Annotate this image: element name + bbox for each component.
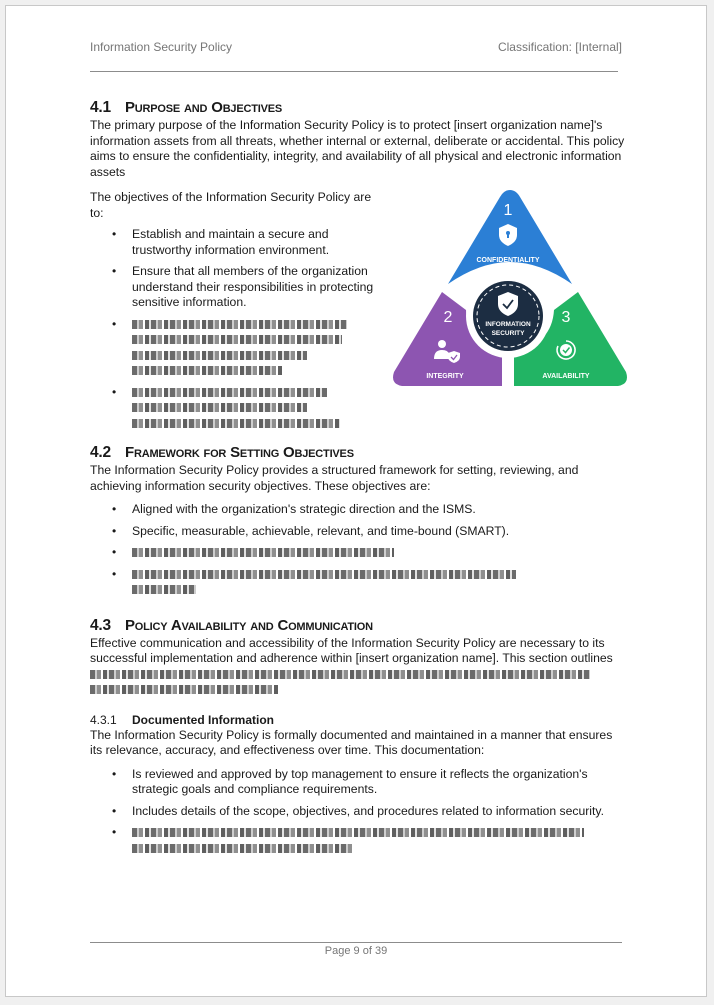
segment-label-2: INTEGRITY [426,373,464,380]
list-item: • Aligned with the organization's strategic direction and the ISMS. [112,502,476,516]
section-heading-4-2 [90,443,626,463]
cia-triad-diagram [390,184,630,399]
redacted-list-item [90,317,380,379]
bullet-icon: • [112,227,117,241]
objectives-list-column [90,190,380,431]
bullet-icon: • [112,766,117,781]
list-item: • Establish and maintain a secure and trustworthy information environment. [112,227,330,257]
document-page [5,5,707,997]
section-4-1-intro: The primary purpose of the Information Security Policy is to protect [insert organization name]'s information assets from all threats, whether internal or external, deliberate or accidental. This policy aims to ensure the confidentiality, integrity, and availability of all physical and electronic information assets [90,118,625,179]
bullet-icon: • [112,825,117,839]
subsection-title: Documented Information [132,712,275,727]
section-heading-4-3 [90,616,626,636]
segment-number-1: 1 [503,202,513,219]
redacted-text [132,570,516,579]
bullet-icon: • [112,264,117,278]
redacted-text [132,548,394,557]
segment-label-3: AVAILABILITY [542,373,590,380]
redacted-text [132,335,342,344]
redacted-text [132,844,354,853]
segment-label-1: CONFIDENTIALITY [476,257,540,264]
page-number: Page 9 of 39 [324,945,388,957]
bullet-icon: • [112,523,117,538]
segment-number-3: 3 [561,309,571,326]
redacted-list-item [90,825,626,856]
header-classification: Classification: [Internal] [497,40,622,54]
documentation-list [90,767,626,857]
subsection-number: 4.3.1 [90,712,117,727]
section-title: Policy Availability and Communication [125,616,373,634]
header-title: Information Security Policy [90,40,233,54]
list-item: • Includes details of the scope, objectives, and procedures related to information security. [112,803,604,818]
redacted-list-item [90,385,380,432]
redacted-text [132,351,307,360]
center-label-line2: SECURITY [491,330,525,337]
bullet-icon: • [112,384,117,399]
section-number: 4.2 [90,444,111,461]
redacted-text [132,403,307,412]
section-title: Purpose and Objectives [125,99,283,116]
section-4-3-1 [90,712,626,857]
list-item: • Is reviewed and approved by top management to ensure it reflects the organization's strategic goals and compliance requirements. [112,766,588,796]
page-content [90,98,626,856]
section-4-3 [90,616,626,698]
bullet-icon: • [112,803,117,818]
segment-number-2: 2 [443,309,453,326]
redacted-list-item [90,567,626,598]
redacted-list-item [90,545,626,561]
bullet-icon: • [112,566,117,581]
header-divider [90,71,618,72]
bullet-icon: • [112,316,117,331]
list-item: • Ensure that all members of the organization understand their responsibilities in protecting sensitive information. [112,264,374,309]
redacted-text [90,670,590,679]
section-4-2 [90,443,626,598]
list-item: • Specific, measurable, achievable, relevant, and time-bound (SMART). [112,523,510,538]
objectives-list [90,227,380,431]
redacted-text [132,320,347,329]
redacted-text [132,585,196,594]
objectives-lead: The objectives of the Information Security Policy are to: [90,190,372,220]
section-4-2-intro: The Information Security Policy provides a structured framework for setting, reviewing, and achieving information security objectives. These objectives are: [90,463,579,493]
framework-list [90,502,626,598]
bullet-icon: • [112,502,117,516]
section-4-3-1-intro: The Information Security Policy is formally documented and maintained in a manner that ensures its relevance, accuracy, and effectiveness over time. This documentation: [90,727,613,757]
page-header [90,40,622,54]
redacted-text [132,828,584,837]
objectives-block [90,190,626,431]
section-number: 4.1 [90,99,111,116]
center-label-line1: INFORMATION [485,321,531,328]
cia-diagram-column [380,190,626,431]
subsection-heading-4-3-1 [90,712,626,728]
redacted-text [90,685,278,694]
footer-divider [90,942,622,943]
section-number: 4.3 [90,616,111,634]
section-title: Framework for Setting Objectives [125,444,354,461]
bullet-icon: • [112,545,117,559]
section-4-3-intro: Effective communication and accessibility of the Information Security Policy are necessary to its successful implementation and adherence within [insert organization name]. This section outlines [90,636,626,698]
redacted-text [132,419,340,428]
section-heading-4-1 [90,98,626,118]
redacted-text [132,366,282,375]
redacted-text [132,388,327,397]
